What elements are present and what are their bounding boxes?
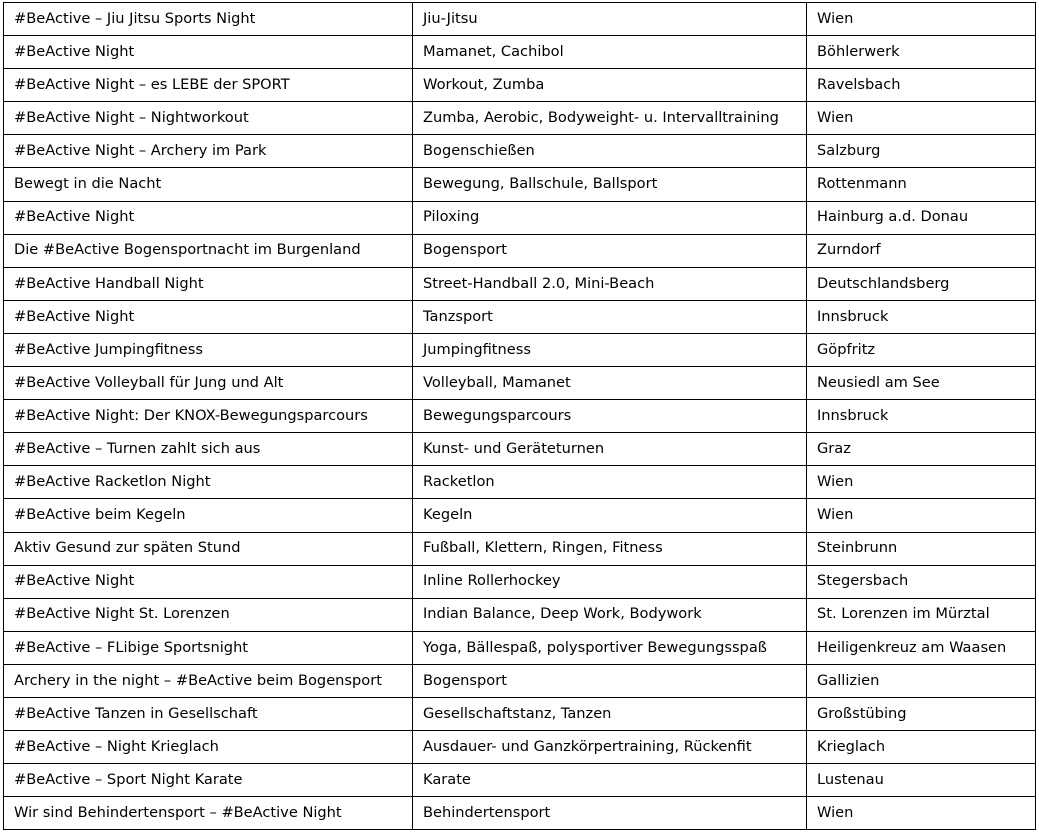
table-row (4, 367, 1036, 400)
location-cell: Innsbruck (807, 300, 1036, 333)
sport-cell: Tanzsport (413, 300, 807, 333)
table-row (4, 300, 1036, 333)
table-row (4, 598, 1036, 631)
table-row (4, 400, 1036, 433)
sport-cell: Inline Rollerhockey (413, 565, 807, 598)
table-row (4, 532, 1036, 565)
sport-cell: Kegeln (413, 499, 807, 532)
sport-cell: Gesellschaftstanz, Tanzen (413, 697, 807, 730)
location-cell: Hainburg a.d. Donau (807, 201, 1036, 234)
table-row (4, 499, 1036, 532)
event-name-cell: #BeActive Night (4, 300, 413, 333)
sport-cell: Jumpingfitness (413, 333, 807, 366)
location-cell: Heiligenkreuz am Waasen (807, 631, 1036, 664)
table-row (4, 764, 1036, 797)
location-cell: Großstübing (807, 697, 1036, 730)
location-cell: Böhlerwerk (807, 36, 1036, 69)
location-cell: Zurndorf (807, 234, 1036, 267)
location-cell: Lustenau (807, 764, 1036, 797)
event-name-cell: #BeActive Night – Nightworkout (4, 102, 413, 135)
sport-cell: Fußball, Klettern, Ringen, Fitness (413, 532, 807, 565)
event-name-cell: Die #BeActive Bogensportnacht im Burgenland (4, 234, 413, 267)
event-name-cell: #BeActive Night – es LEBE der SPORT (4, 69, 413, 102)
table-row (4, 36, 1036, 69)
table-row (4, 433, 1036, 466)
sport-cell: Mamanet, Cachibol (413, 36, 807, 69)
table-row (4, 267, 1036, 300)
location-cell: Krieglach (807, 731, 1036, 764)
table-row (4, 731, 1036, 764)
event-name-cell: #BeActive beim Kegeln (4, 499, 413, 532)
sport-cell: Jiu-Jitsu (413, 3, 807, 36)
location-cell: Rottenmann (807, 168, 1036, 201)
sport-cell: Bogensport (413, 234, 807, 267)
table-row (4, 664, 1036, 697)
table-row (4, 631, 1036, 664)
location-cell: Wien (807, 797, 1036, 830)
event-name-cell: #BeActive Night (4, 36, 413, 69)
sport-cell: Street-Handball 2.0, Mini-Beach (413, 267, 807, 300)
location-cell: Innsbruck (807, 400, 1036, 433)
table-row (4, 697, 1036, 730)
events-table (3, 2, 1036, 830)
events-table-body (4, 3, 1036, 830)
sport-cell: Kunst- und Geräteturnen (413, 433, 807, 466)
event-name-cell: #BeActive Jumpingfitness (4, 333, 413, 366)
event-name-cell: Archery in the night – #BeActive beim Bogensport (4, 664, 413, 697)
sport-cell: Indian Balance, Deep Work, Bodywork (413, 598, 807, 631)
event-name-cell: #BeActive – Sport Night Karate (4, 764, 413, 797)
sport-cell: Bogenschießen (413, 135, 807, 168)
event-name-cell: #BeActive Volleyball für Jung und Alt (4, 367, 413, 400)
location-cell: Gallizien (807, 664, 1036, 697)
table-row (4, 69, 1036, 102)
event-name-cell: #BeActive Night St. Lorenzen (4, 598, 413, 631)
table-row (4, 333, 1036, 366)
event-name-cell: Bewegt in die Nacht (4, 168, 413, 201)
sport-cell: Behindertensport (413, 797, 807, 830)
event-name-cell: #BeActive Night (4, 565, 413, 598)
event-name-cell: #BeActive Racketlon Night (4, 466, 413, 499)
sport-cell: Racketlon (413, 466, 807, 499)
location-cell: Wien (807, 466, 1036, 499)
sport-cell: Yoga, Bällespaß, polysportiver Bewegungsspaß (413, 631, 807, 664)
event-name-cell: #BeActive Tanzen in Gesellschaft (4, 697, 413, 730)
sport-cell: Workout, Zumba (413, 69, 807, 102)
sport-cell: Karate (413, 764, 807, 797)
sport-cell: Volleyball, Mamanet (413, 367, 807, 400)
table-row (4, 466, 1036, 499)
table-row (4, 201, 1036, 234)
event-name-cell: #BeActive Night: Der KNOX-Bewegungsparcours (4, 400, 413, 433)
location-cell: Wien (807, 102, 1036, 135)
event-name-cell: #BeActive Handball Night (4, 267, 413, 300)
sport-cell: Piloxing (413, 201, 807, 234)
table-row (4, 168, 1036, 201)
table-row (4, 135, 1036, 168)
event-name-cell: #BeActive – Jiu Jitsu Sports Night (4, 3, 413, 36)
location-cell: Göpfritz (807, 333, 1036, 366)
location-cell: Stegersbach (807, 565, 1036, 598)
event-name-cell: #BeActive – FLibige Sportsnight (4, 631, 413, 664)
location-cell: St. Lorenzen im Mürztal (807, 598, 1036, 631)
location-cell: Ravelsbach (807, 69, 1036, 102)
sport-cell: Bewegungsparcours (413, 400, 807, 433)
location-cell: Neusiedl am See (807, 367, 1036, 400)
table-row (4, 102, 1036, 135)
table-row (4, 565, 1036, 598)
event-name-cell: Aktiv Gesund zur späten Stund (4, 532, 413, 565)
event-name-cell: #BeActive – Turnen zahlt sich aus (4, 433, 413, 466)
location-cell: Deutschlandsberg (807, 267, 1036, 300)
sport-cell: Bogensport (413, 664, 807, 697)
table-row (4, 234, 1036, 267)
location-cell: Wien (807, 499, 1036, 532)
event-name-cell: #BeActive Night – Archery im Park (4, 135, 413, 168)
table-row (4, 3, 1036, 36)
location-cell: Wien (807, 3, 1036, 36)
location-cell: Steinbrunn (807, 532, 1036, 565)
location-cell: Salzburg (807, 135, 1036, 168)
sport-cell: Ausdauer- und Ganzkörpertraining, Rückenfit (413, 731, 807, 764)
table-row (4, 797, 1036, 830)
event-name-cell: #BeActive Night (4, 201, 413, 234)
event-name-cell: #BeActive – Night Krieglach (4, 731, 413, 764)
sport-cell: Zumba, Aerobic, Bodyweight- u. Intervalltraining (413, 102, 807, 135)
event-name-cell: Wir sind Behindertensport – #BeActive Night (4, 797, 413, 830)
sport-cell: Bewegung, Ballschule, Ballsport (413, 168, 807, 201)
location-cell: Graz (807, 433, 1036, 466)
